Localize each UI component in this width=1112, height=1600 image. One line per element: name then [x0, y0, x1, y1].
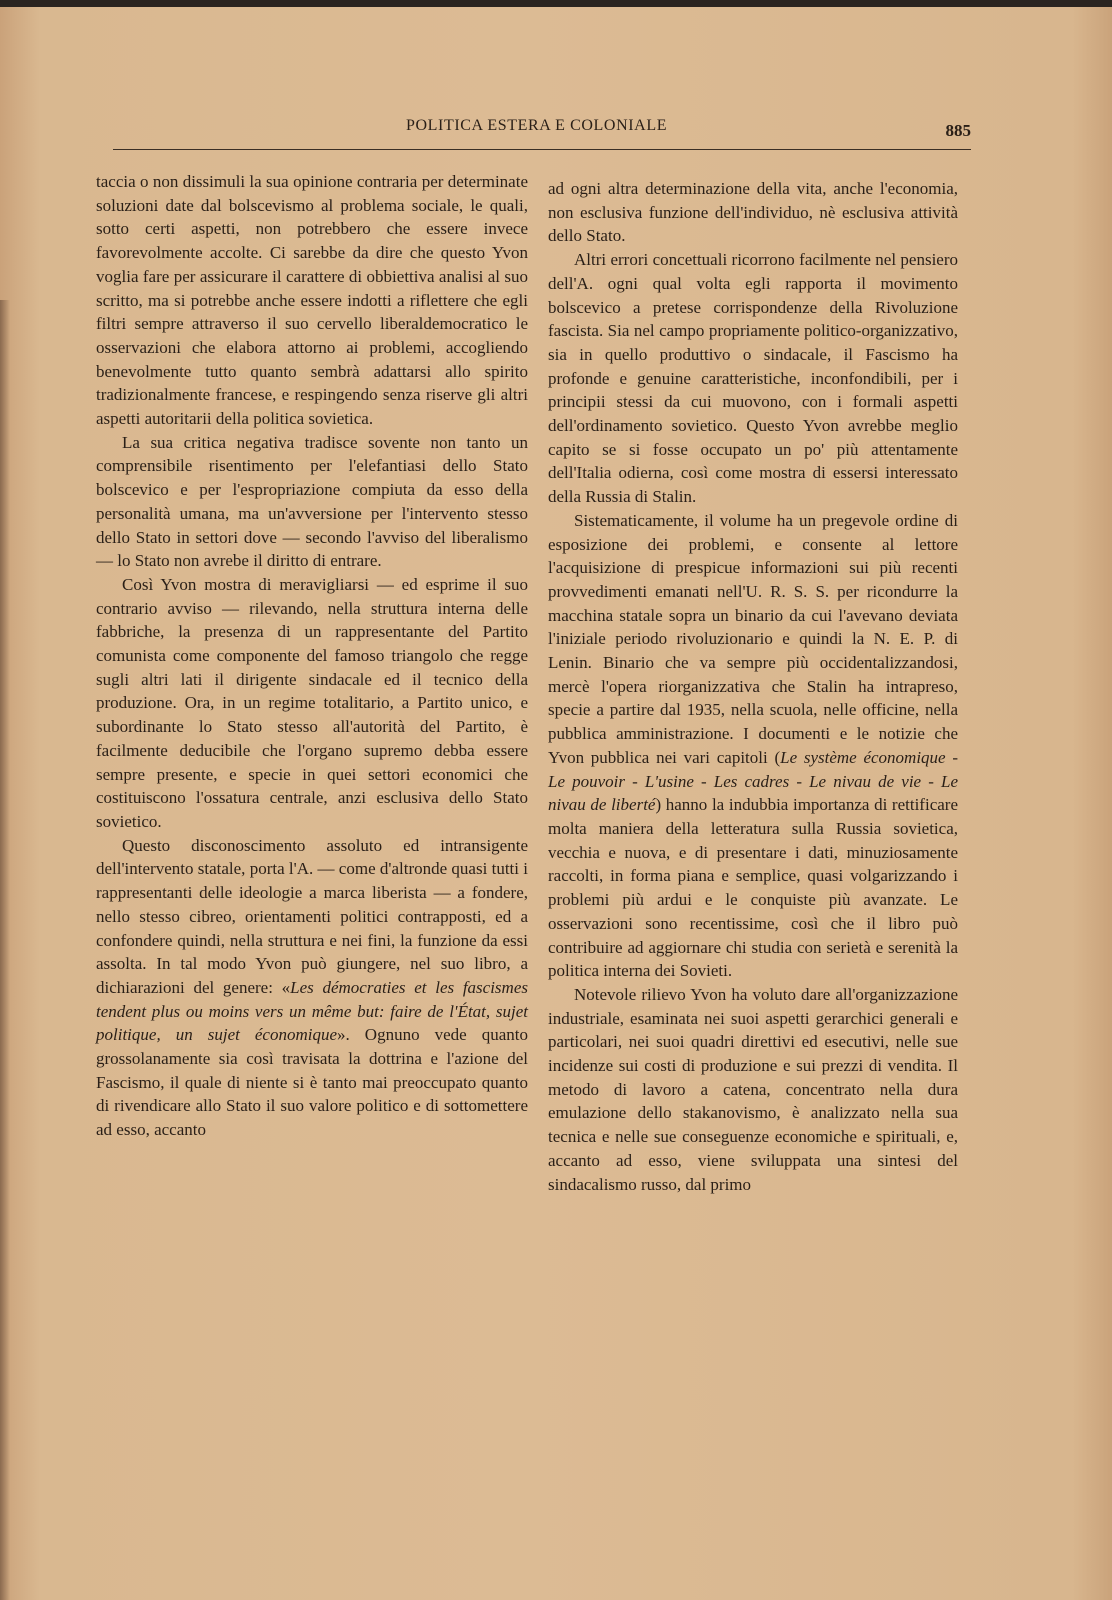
paragraph-text: ) hanno la indubbia importanza di rettificare molta maniera della letteratura sulla Russia sovietica, vecchia e nuova, e di presentare i dati, minuziosamente raccolti, in forma piana e semplice, quasi volgarizzando i problemi più ardui e le conquiste più avanzate. Le osservazioni sono recentissime, così che il libro può contribuire ad aggiornare chi studia con serietà e serenità la politica interna dei Sovieti. [548, 795, 958, 981]
paragraph-text: Questo disconoscimento assoluto ed intransigente dell'intervento statale, porta l'A. — come d'altronde quasi tutti i rappresentanti delle ideologie a marca liberista — a fondere, nello stesso cibreo, orientamenti politici contrapposti, ed a confondere quindi, nella struttura e nei fini, la funzione da essi assolta. In tal modo Yvon può giungere, nel suo libro, a dichiarazioni del genere: « [96, 835, 528, 997]
chapter-titles: Le système économique - Le pouvoir - L'usine - Les cadres - Le nivau de vie - Le nivau de liberté [548, 747, 958, 815]
page-header [113, 117, 971, 147]
header-rule [113, 149, 971, 150]
binding-shadow [0, 300, 10, 1600]
paragraph: La sua critica negativa tradisce sovente non tanto un comprensibile risentimento per l'elefantiasi dello Stato bolscevico e per l'espropriazione compiuta da esso della personalità umana, ma un'avversione per l'intervento stesso dello Stato in settori dove — secondo l'avviso del liberalismo — lo Stato non avrebe il diritto di entrare. [96, 432, 528, 571]
french-quotation: Les démocraties et les fascismes tendent plus ou moins vers un même but: faire de l'État, sujet politique, un sujet économique [96, 977, 528, 1045]
paragraph-text: Sistematicamente, il volume ha un pregevole ordine di esposizione dei problemi, e consente al lettore l'acquisizione di prespicue informazioni sui più recenti provvedimenti emanati nell'U. R. S. S. per ricondurre la macchina statale sopra un binario da cui l'avevano deviata l'iniziale periodo rivoluzionario e quindi la N. E. P. di Lenin. Binario che va sempre più occidentalizzandosi, mercè l'opera riorganizzativa che Stalin ha intrapreso, specie a partire dal 1935, nella scuola, nelle officine, nella pubblica amministrazione. I documenti e le notizie che Yvon pubblica nei vari capitoli ( [548, 510, 958, 767]
right-column [548, 177, 958, 1196]
paragraph: Così Yvon mostra di meravigliarsi — ed esprime il suo contrario avviso — rilevando, nella struttura interna delle fabbriche, la presenza di un rappresentante del Partito comunista come componente del famoso triangolo che regge sugli altri lati il dirigente sindacale ed il tecnico della produzione. Ora, in un regime totalitario, a Partito unico, e subordinante lo Stato stesso all'autorità del Partito, è facilmente deducibile che l'organo supremo debba essere sempre presente, e specie in quei settori economici che costituiscono l'ossatura centrale, anzi esclusiva dello Stato sovietico. [96, 574, 528, 831]
scan-edge [0, 0, 1112, 7]
page-number: 885 [945, 121, 971, 140]
paragraph [548, 509, 958, 983]
left-column [96, 170, 528, 1142]
paragraph-text: ». Ognuno vede quanto grossolanamente sia così travisata la dottrina e l'azione del Fascismo, il quale di niente si è tanto mai preoccupato quanto di rivendicare allo Stato il suo valore politico e di sottomettere ad esso, accanto [96, 1025, 529, 1140]
running-title: POLITICA ESTERA E COLONIALE [406, 117, 668, 134]
paragraph: Altri errori concettuali ricorrono facilmente nel pensiero dell'A. ogni qual volta egli rapporta il movimento bolscevico a pretese corrispondenze della Rivoluzione fascista. Sia nel campo propriamente politico-organizzativo, sia in quello produttivo o sindacale, il Fascismo ha profonde e genuine caratteristiche, inconfondibili, per i principii stessi da cui muovono, con i formali aspetti dell'ordinamento sovietico. Questo Yvon avrebbe meglio capito se si fosse occupato un po' più attentamente dell'Italia odierna, così come mostra di essersi interessato della Russia di Stalin. [548, 250, 958, 507]
paragraph: taccia o non dissimuli la sua opinione contraria per determinate soluzioni date dal bolscevismo al problema sociale, le quali, sotto certi aspetti, non potrebbero che essere invece favorevolmente accolte. Ci sarebbe da dire che questo Yvon voglia fare per assicurare il carattere di obbiettiva analisi al suo scritto, ma si potrebbe anche essere indotti a riflettere che egli filtri sempre attraverso il suo cervello liberaldemocratico le osservazioni che elabora attorno ai problemi, accogliendo benevolmente tutto quanto sembrà adattarsi allo spirito tradizionalmente francese, e respingendo senza riserve gli altri aspetti autoritarii della politica sovietica. [96, 172, 528, 429]
paragraph [96, 834, 528, 1142]
paragraph: ad ogni altra determinazione della vita, anche l'economia, non esclusiva funzione dell'individuo, nè esclusiva attività dello Stato. [548, 179, 958, 246]
paragraph: Notevole rilievo Yvon ha voluto dare all'organizzazione industriale, esaminata nei suoi aspetti gerarchici generali e particolari, nei suoi quadri direttivi ed esecutivi, nelle sue incidenze sui costi di produzione e sui prezzi di vendita. Il metodo di lavoro a catena, concentrato nella dura emulazione dello stakanovismo, è analizzato nella sua tecnica e nelle sue conseguenze economiche e spirituali, e, accanto ad esso, viene sviluppata una sintesi del sindacalismo russo, dal primo [548, 984, 958, 1194]
